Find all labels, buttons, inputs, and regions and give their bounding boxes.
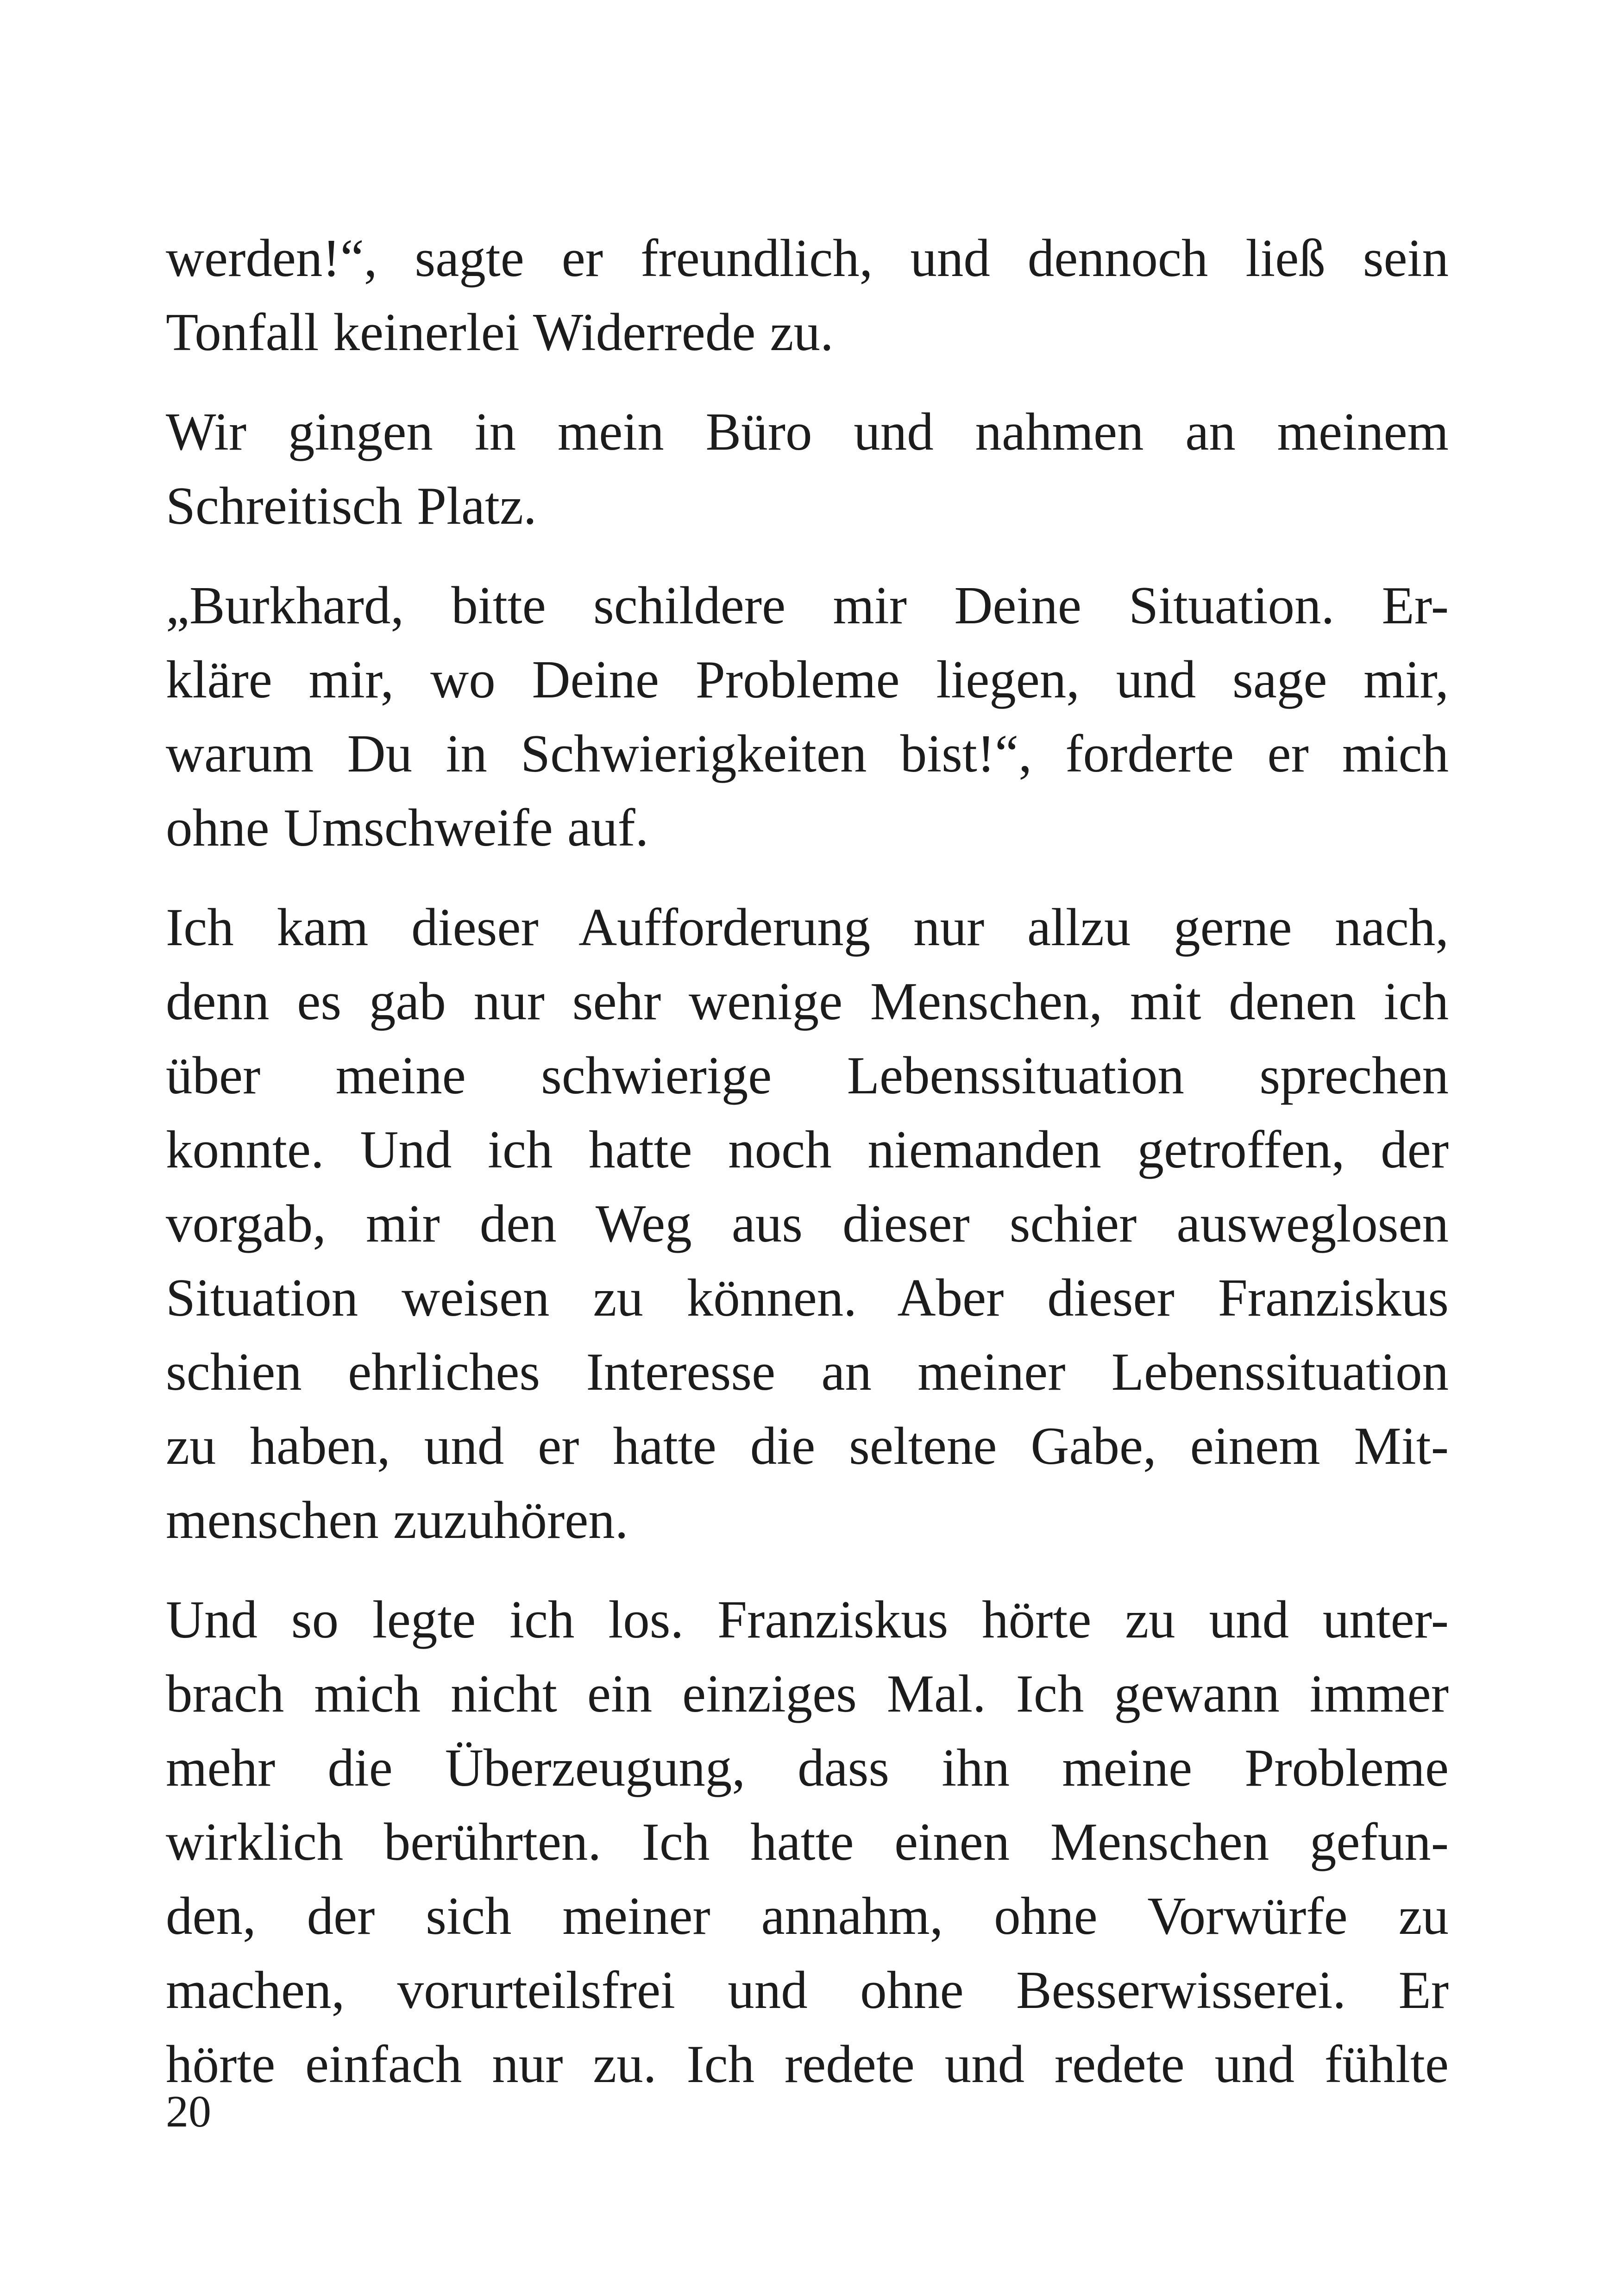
text-line: Schreitisch Platz. — [166, 477, 537, 535]
text-line: vorgab, mir den Weg aus dieser schier ausweglosen — [166, 1194, 1449, 1253]
text-line: wirklich berührten. Ich hatte einen Menschen gefun- — [166, 1813, 1449, 1871]
text-line: konnte. Und ich hatte noch niemanden getroffen, der — [166, 1120, 1449, 1179]
text-line: warum Du in Schwierigkeiten bist!“, forderte er mich — [166, 724, 1449, 783]
text-line: kläre mir, wo Deine Probleme liegen, und sage mir, — [166, 650, 1449, 709]
paragraph-gap — [166, 370, 1449, 395]
text-line: zu haben, und er hatte die seltene Gabe, einem Mit- — [166, 1417, 1449, 1475]
text-line: machen, vorurteilsfrei und ohne Besserwisserei. Er — [166, 1961, 1449, 2020]
text-line: werden!“, sagte er freundlich, und dennoch ließ sein — [166, 229, 1449, 288]
paragraph-gap — [166, 865, 1449, 891]
text-line: Wir gingen in mein Büro und nahmen an meinem — [166, 402, 1449, 461]
paragraph — [166, 569, 1449, 865]
text-line: Ich kam dieser Aufforderung nur allzu gerne nach, — [166, 898, 1449, 957]
paragraph-gap — [166, 1557, 1449, 1583]
text-line: schien ehrliches Interesse an meiner Lebenssituation — [166, 1342, 1449, 1401]
paragraph — [166, 395, 1449, 543]
text-line: Tonfall keinerlei Widerrede zu. — [166, 303, 834, 362]
body-text — [166, 221, 1449, 2102]
text-line: brach mich nicht ein einziges Mal. Ich gewann immer — [166, 1664, 1449, 1723]
paragraph — [166, 221, 1449, 370]
text-line: ohne Umschweife auf. — [166, 798, 649, 857]
paragraph — [166, 891, 1449, 1557]
text-line: hörte einfach nur zu. Ich redete und redete und fühlte — [166, 2035, 1449, 2094]
text-line: Situation weisen zu können. Aber dieser Franziskus — [166, 1268, 1449, 1327]
text-line: über meine schwierige Lebenssituation sprechen — [166, 1046, 1449, 1105]
paragraph-gap — [166, 543, 1449, 569]
text-line: den, der sich meiner annahm, ohne Vorwürfe zu — [166, 1887, 1449, 1945]
paragraph — [166, 1583, 1449, 2102]
text-line: „Burkhard, bitte schildere mir Deine Situation. Er- — [166, 576, 1449, 635]
page-number: 20 — [166, 2087, 211, 2137]
text-line: denn es gab nur sehr wenige Menschen, mit denen ich — [166, 972, 1449, 1031]
text-line: Und so legte ich los. Franziskus hörte zu und unter- — [166, 1590, 1449, 1649]
text-line: mehr die Überzeugung, dass ihn meine Probleme — [166, 1738, 1449, 1797]
text-line: menschen zuzuhören. — [166, 1491, 628, 1549]
